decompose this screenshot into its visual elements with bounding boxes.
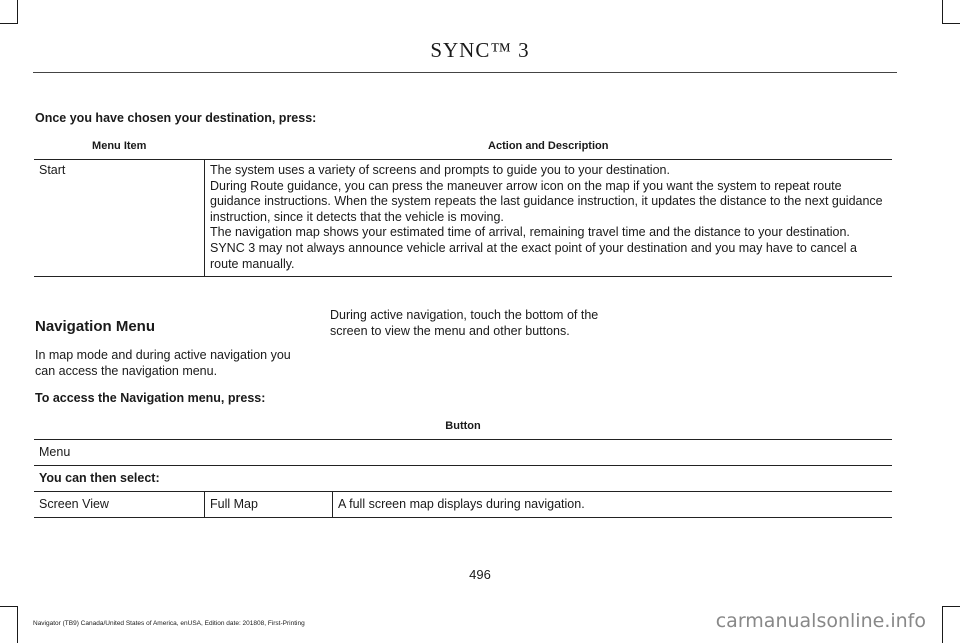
select-label: You can then select: bbox=[34, 466, 892, 492]
action-description bbox=[205, 160, 893, 277]
page-number: 496 bbox=[469, 567, 491, 582]
table-row bbox=[34, 160, 892, 277]
section-right-text: During active navigation, touch the bottom of the screen to view the menu and other buttons. bbox=[330, 308, 599, 338]
section-title: Navigation Menu bbox=[35, 318, 156, 335]
menu-item-start: Start bbox=[34, 160, 205, 277]
crop-mark bbox=[942, 23, 960, 24]
page-header-title: SYNC™ 3 bbox=[430, 38, 530, 62]
table-row bbox=[34, 492, 892, 518]
option-full-map: Full Map bbox=[205, 492, 333, 518]
intro-text: Once you have chosen your destination, press: bbox=[35, 111, 317, 125]
option-description: A full screen map displays during navigation. bbox=[333, 492, 893, 518]
access-instruction: To access the Navigation menu, press: bbox=[35, 391, 266, 405]
header-rule bbox=[33, 72, 897, 73]
description-paragraph: The navigation map shows your estimated time of arrival, remaining travel time and the distance to your destination. bbox=[210, 225, 850, 240]
watermark: carmanualsonline.info bbox=[715, 610, 926, 632]
table-header-row bbox=[34, 416, 892, 440]
destination-table bbox=[34, 136, 892, 277]
table-header-row bbox=[34, 136, 892, 160]
crop-mark bbox=[942, 606, 943, 643]
column-header-menu-item: Menu Item bbox=[34, 136, 205, 160]
column-header-button: Button bbox=[34, 416, 892, 440]
description-paragraph: The system uses a variety of screens and prompts to guide you to your destination. bbox=[210, 163, 670, 177]
button-menu: Menu bbox=[34, 440, 892, 466]
table-row bbox=[34, 466, 892, 492]
description-paragraph: SYNC 3 may not always announce vehicle arrival at the exact point of your destination and you may have to cancel a route manually. bbox=[210, 240, 857, 271]
crop-mark bbox=[17, 0, 18, 23]
description-paragraph: During Route guidance, you can press the maneuver arrow icon on the map if you want the system to repeat route guidance instructions. When the system repeats the last guidance instruction, it updates the distance to the next guidance instruction, since it detects that the vehicle is moving. bbox=[210, 178, 883, 224]
footer-text: Navigator (TB9) Canada/United States of America, enUSA, Edition date: 201808, First-Printing bbox=[33, 620, 305, 627]
crop-mark bbox=[0, 606, 18, 607]
section-left-text: In map mode and during active navigation you can access the navigation menu. bbox=[35, 348, 291, 378]
crop-mark bbox=[942, 606, 960, 607]
option-screen-view: Screen View bbox=[34, 492, 205, 518]
crop-mark bbox=[942, 0, 943, 23]
crop-mark bbox=[0, 23, 18, 24]
column-header-action: Action and Description bbox=[205, 136, 893, 160]
crop-mark bbox=[17, 606, 18, 643]
navigation-menu-table bbox=[34, 416, 892, 518]
table-row bbox=[34, 440, 892, 466]
